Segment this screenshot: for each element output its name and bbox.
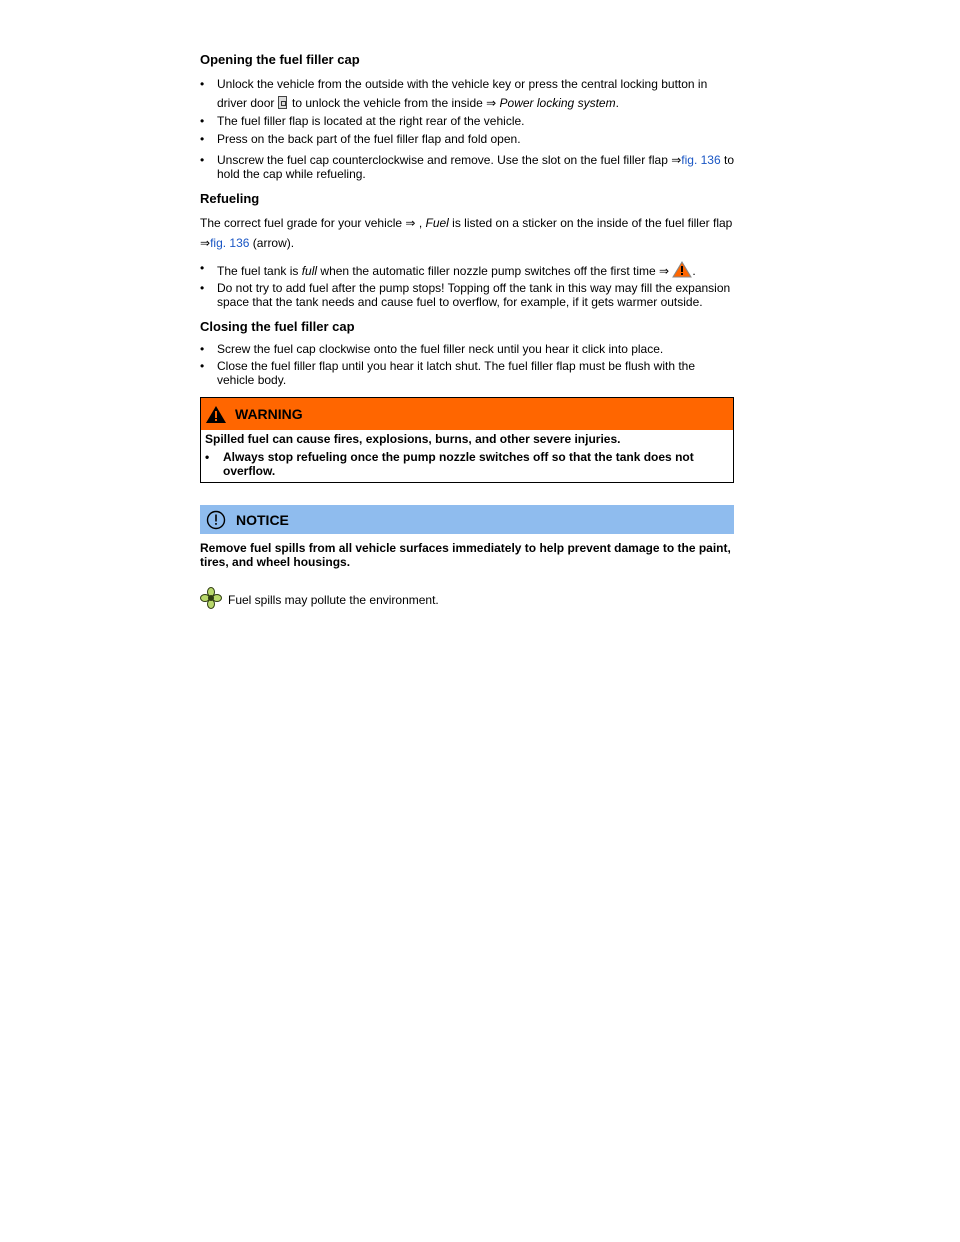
notice-label: NOTICE — [236, 511, 289, 528]
link-fig-136[interactable]: fig. 136 — [681, 153, 721, 167]
list-item: • The fuel filler flap is located at the right rear of the vehicle. — [200, 114, 734, 128]
warning-box — [200, 397, 734, 483]
list-item: • Do not try to add fuel after the pump stops! Topping off the tank in this way may fill the expansion space that the tank needs and cause fuel to overflow, for example, if it gets warmer outside. — [200, 281, 734, 309]
list-item: • Unlock the vehicle from the outside with the vehicle key or press the central locking button in driver door to unlock the vehicle from the inside ⇒ Power locking system. — [200, 75, 734, 113]
list-item: • The fuel tank is full when the automatic filler nozzle pump switches off the first time ⇒ . — [200, 261, 734, 278]
heading-closing: Closing the fuel filler cap — [200, 319, 355, 334]
notice-header — [200, 505, 734, 534]
notice-text: Remove fuel spills from all vehicle surfaces immediately to help prevent damage to the paint, tires, and wheel housings. — [200, 541, 731, 569]
warning-header — [201, 398, 733, 430]
list-item: • Close the fuel filler flap until you hear it latch shut. The fuel filler flap must be flush with the vehicle body. — [200, 359, 734, 387]
warning-label: WARNING — [235, 406, 303, 422]
environment-flower-icon — [200, 587, 222, 609]
list-item: • Screw the fuel cap clockwise onto the fuel filler neck until you hear it click into place. — [200, 342, 734, 356]
warning-triangle-icon — [205, 405, 227, 424]
warning-text: Spilled fuel can cause fires, explosions, burns, and other severe injuries. — [205, 432, 621, 446]
link-fig-136[interactable]: fig. 136 — [210, 236, 250, 250]
exclamation-circle-icon — [206, 510, 226, 530]
heading-refueling: Refueling — [200, 191, 260, 206]
central-locking-button-icon — [278, 96, 287, 109]
refueling-paragraph: The correct fuel grade for your vehicle ⇒ , Fuel is listed on a sticker on the inside of the fuel filler flap ⇒fig. 136 (arrow). — [200, 216, 733, 250]
heading-opening: Opening the fuel filler cap — [200, 52, 360, 67]
manual-content — [200, 52, 734, 387]
link-power-locking[interactable]: Power locking system — [499, 96, 616, 110]
warning-triangle-icon[interactable] — [672, 261, 692, 278]
list-item: • Unscrew the fuel cap counterclockwise and remove. Use the slot on the fuel filler flap ⇒fig. 136 to hold the cap while refueling. — [200, 153, 734, 181]
warning-body — [201, 430, 733, 482]
environment-note: Fuel spills may pollute the environment. — [200, 587, 439, 609]
list-item: • Press on the back part of the fuel filler flap and fold open. — [200, 132, 734, 146]
warning-bullet: • Always stop refueling once the pump nozzle switches off so that the tank does not overflow. — [205, 450, 729, 478]
